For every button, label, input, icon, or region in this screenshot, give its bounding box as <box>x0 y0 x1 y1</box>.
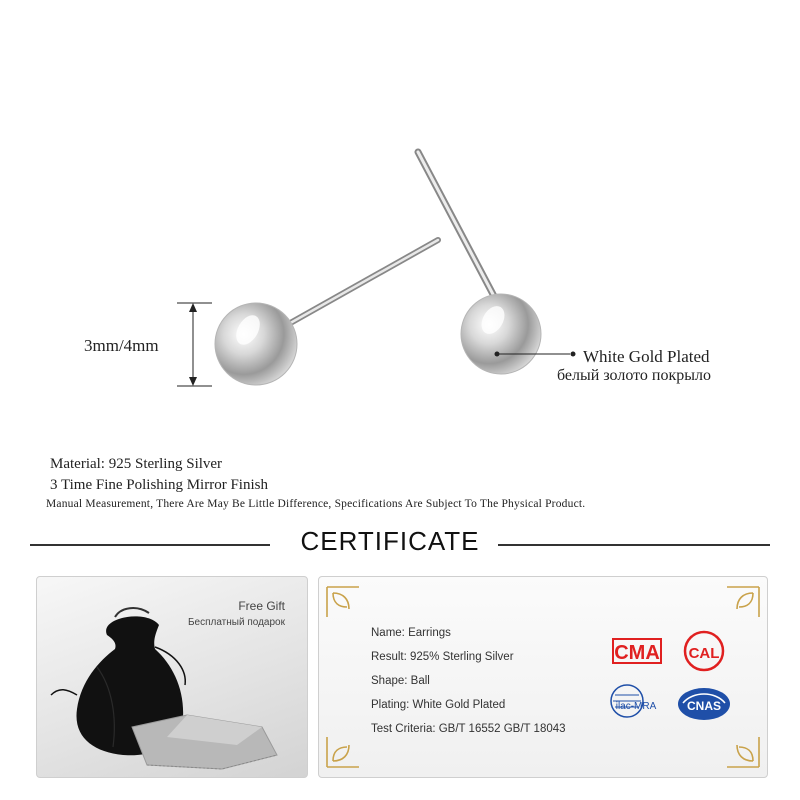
cma-mark-icon <box>609 633 665 669</box>
cert-row-shape: Shape: Ball <box>371 675 430 687</box>
cnas-mark-icon <box>675 685 733 723</box>
cal-mark-icon <box>681 629 727 673</box>
right-earring <box>418 152 541 374</box>
cnas-mark-text: CNAS <box>686 699 722 713</box>
ilac-mra-mark-icon <box>605 681 667 725</box>
certificate-title: CERTIFICATE <box>300 526 480 556</box>
certificate-divider-left <box>30 544 270 546</box>
material-spec: Material: 925 Sterling Silver <box>50 456 223 472</box>
polishing-cloth-icon <box>132 715 277 769</box>
gift-pouch-illustration <box>37 577 307 777</box>
gift-title: Free Gift <box>238 599 285 613</box>
dimension-marker <box>177 303 212 386</box>
certificate-panel <box>318 576 768 778</box>
plating-label-ru: белый золото покрыло <box>557 367 711 384</box>
ilac-mark-text: ilac-MRA <box>615 701 657 712</box>
cert-row-result: Result: 925% Sterling Silver <box>371 651 514 663</box>
size-label: 3mm/4mm <box>84 336 159 355</box>
cal-mark-text: CAL <box>688 645 720 662</box>
polish-spec: 3 Time Fine Polishing Mirror Finish <box>50 477 268 493</box>
cert-row-criteria: Test Criteria: GB/T 16552 GB/T 18043 <box>371 723 566 735</box>
certificate-divider-right <box>498 544 770 546</box>
cert-row-name: Name: Earrings <box>371 627 451 639</box>
measurement-note: Manual Measurement, There Are May Be Little Difference, Specifications Are Subject To The Physical Product. <box>46 498 586 510</box>
gift-panel <box>36 576 308 778</box>
plating-label-en: White Gold Plated <box>583 347 710 366</box>
cma-mark-text: CMA <box>614 642 660 664</box>
gift-subtitle: Бесплатный подарок <box>187 617 285 628</box>
cert-row-plating: Plating: White Gold Plated <box>371 699 506 711</box>
left-earring <box>215 240 438 385</box>
